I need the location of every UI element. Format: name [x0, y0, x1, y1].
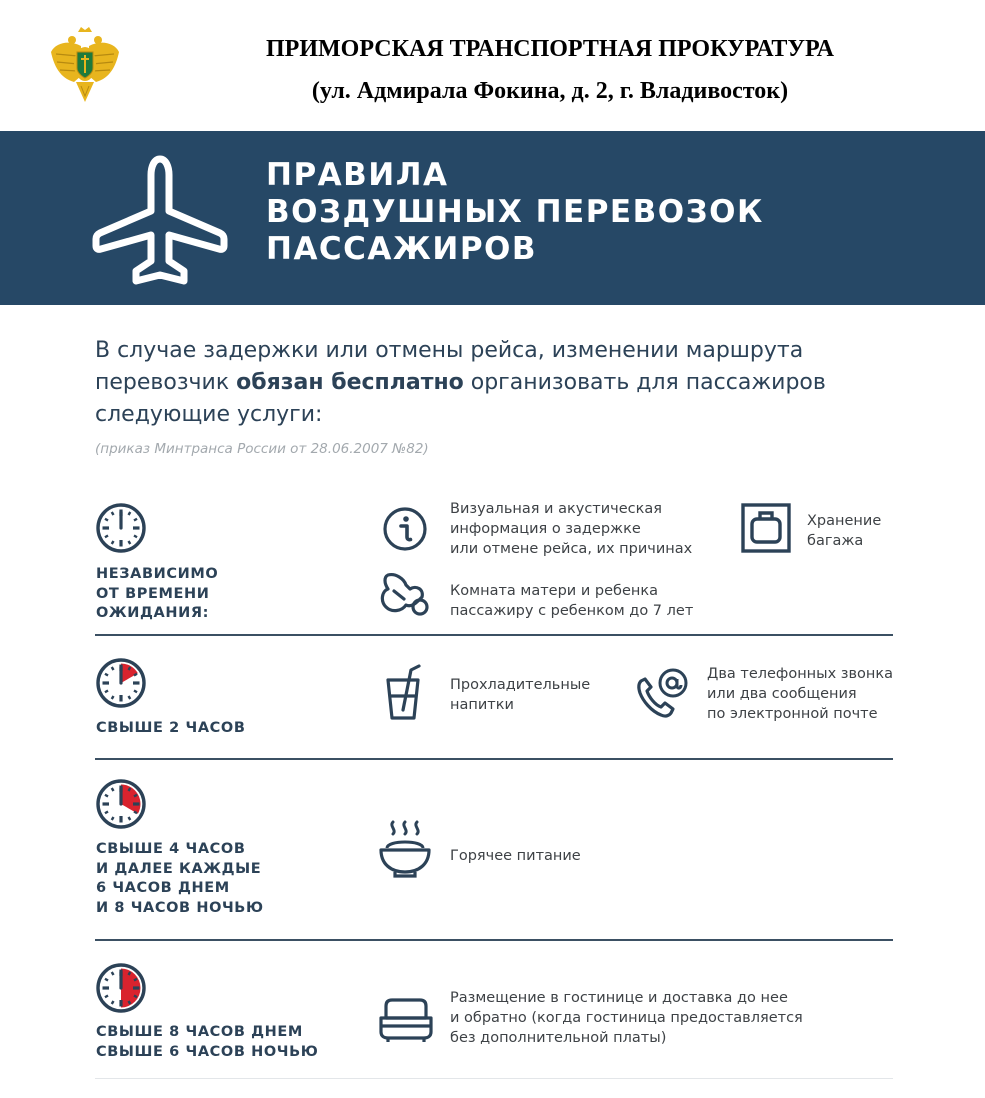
clock-tick [105, 996, 108, 998]
row-1-label-line-2: ОТ ВРЕМЕНИ [96, 585, 210, 602]
clock-tick [134, 674, 137, 676]
service-mother-child-room-text: Комната матери и ребенка пассажиру с ребенком до 7 лет [450, 583, 694, 619]
clock-tick [129, 1001, 131, 1004]
clock-icon [94, 501, 148, 555]
clock-tick [134, 536, 137, 538]
row-3-label-line-2: И ДАЛЕЕ КАЖДЫЕ [96, 860, 262, 877]
clock-tick [134, 996, 137, 998]
row-3-label-line-3: 6 ЧАСОВ ДНЕМ [96, 880, 230, 896]
clock-icon [94, 961, 148, 1015]
row-1-label-line-3: ОЖИДАНИЯ: [96, 605, 209, 621]
clock-tick [105, 795, 108, 797]
intro-text-end: организовать для пассажиров следующие услуги: [95, 370, 826, 427]
info-icon [382, 506, 428, 552]
clock-tick [129, 972, 131, 975]
banner-title-line-1: ПРАВИЛА [266, 157, 449, 193]
clock-tick [112, 541, 114, 544]
clock-tick [134, 519, 137, 521]
clock-tick [129, 512, 131, 515]
row-label-over-4-hours [96, 840, 264, 918]
regulation-note: (приказ Минтранса России от 28.06.2007 №82) [95, 441, 429, 457]
phone-email-icon [635, 667, 689, 719]
service-luggage-text: Хранение багажа [807, 513, 882, 549]
header-address: (ул. Адмирала Фокина, д. 2, г. Владивосток) [311, 78, 789, 104]
intro-text [95, 335, 915, 431]
header-title: ПРИМОРСКАЯ ТРАНСПОРТНАЯ ПРОКУРАТУРА [266, 36, 834, 62]
clock-tick [112, 512, 114, 515]
clock-tick [129, 541, 131, 544]
row-divider [95, 939, 893, 941]
title-banner [0, 131, 985, 305]
clock-tick [134, 979, 137, 981]
service-phone-email-text: Два телефонных звонка или два сообщения по электронной почте [707, 666, 894, 722]
clock-tick [105, 691, 108, 693]
prosecutor-emblem-icon [48, 26, 122, 106]
service-hotel-text: Размещение в гостинице и доставка до нее и обратно (когда гостиница предоставляется без дополнительной платы) [450, 990, 803, 1046]
hotel-bed-icon [378, 996, 434, 1044]
clock-tick [112, 817, 114, 820]
clock-tick [112, 667, 114, 670]
clock-tick [134, 795, 137, 797]
row-2-label-line-1: СВЫШЕ 2 ЧАСОВ [96, 720, 246, 736]
hot-meal-icon [377, 818, 433, 878]
row-label-over-2-hours [96, 719, 245, 739]
service-hot-meal-text: Горячее питание [450, 848, 581, 864]
clock-icon [94, 656, 148, 710]
luggage-icon [741, 503, 791, 553]
clock-tick [105, 674, 108, 676]
row-label-over-8-hours [96, 1023, 318, 1062]
row-divider [95, 758, 893, 760]
banner-title-line-2: ВОЗДУШНЫХ ПЕРЕВОЗОК [266, 194, 764, 230]
service-drinks-text: Прохладительные напитки [450, 677, 591, 713]
clock-tick [134, 691, 137, 693]
row-3-label-line-4: И 8 ЧАСОВ НОЧЬЮ [96, 899, 264, 916]
clock-tick [112, 696, 114, 699]
row-3-label-line-1: СВЫШЕ 4 ЧАСОВ [96, 841, 246, 857]
banner-title [266, 157, 764, 268]
intro-text-start: В случае задержки или отмены рейса, изменении маршрута перевозчик [95, 338, 804, 395]
row-divider [95, 634, 893, 636]
clock-tick [112, 1001, 114, 1004]
drink-icon [385, 664, 425, 720]
clock-tick [105, 979, 108, 981]
clock-tick [134, 812, 137, 814]
row-1-label-line-1: НЕЗАВИСИМО [96, 566, 219, 582]
clock-tick [105, 812, 108, 814]
clock-tick [105, 519, 108, 521]
row-label-any-time [96, 565, 218, 624]
service-info-text: Визуальная и акустическая информация о задержке или отмене рейса, их причинах [450, 501, 693, 557]
intro-text-bold: обязан бесплатно [236, 370, 464, 395]
clock-tick [112, 972, 114, 975]
pacifier-icon [380, 571, 432, 619]
banner-title-line-3: ПАССАЖИРОВ [266, 231, 538, 267]
clock-tick [129, 817, 131, 820]
clock-tick [129, 696, 131, 699]
clock-tick [112, 788, 114, 791]
row-4-label-line-2: СВЫШЕ 6 ЧАСОВ НОЧЬЮ [96, 1043, 319, 1060]
clock-icon [94, 777, 148, 831]
row-4-label-line-1: СВЫШЕ 8 ЧАСОВ ДНЕМ [96, 1024, 303, 1040]
clock-tick [105, 536, 108, 538]
bottom-rule [95, 1078, 893, 1079]
airplane-icon [92, 153, 228, 285]
clock-tick [129, 788, 131, 791]
clock-tick [129, 667, 131, 670]
